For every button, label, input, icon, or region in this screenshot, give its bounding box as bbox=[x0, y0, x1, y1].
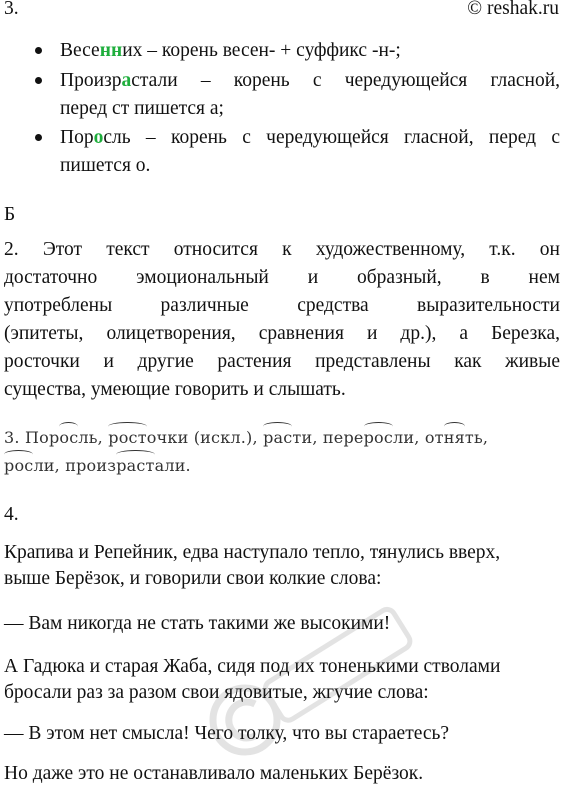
bullet-dot bbox=[35, 134, 42, 141]
bullet-dot bbox=[35, 47, 42, 54]
para4-line: бросали раз за разом свои ядовитые, жгучие слова: bbox=[4, 682, 429, 703]
bullet-2-line2: перед ст пишется а; bbox=[60, 98, 224, 119]
para4-line: Крапива и Репейник, едва наступало тепло, тянулись вверх, bbox=[4, 542, 501, 563]
para4-line: А Гадюка и старая Жаба, сидя под их тоненькими стволами bbox=[4, 656, 501, 677]
handwritten-line-2: росли, произрастали. bbox=[4, 453, 191, 479]
section-4-heading: 4. bbox=[4, 504, 19, 525]
quote-line: — В этом нет смысла! Чего толку, что вы стараетесь? bbox=[4, 723, 450, 744]
para2-line: достаточно эмоциональный и образный, в нем bbox=[4, 267, 560, 288]
para4-line: выше Берёзок, и говорили свои колкие слова: bbox=[4, 568, 382, 589]
section-b-heading: Б bbox=[4, 204, 16, 225]
bullet-2-line: Произрастали – корень с чередующейся гласной, bbox=[60, 70, 560, 91]
bullet-3-line: Поросль – корень с чередующейся гласной, перед с bbox=[60, 127, 560, 148]
para2-line: употреблены различные средства выразительности bbox=[4, 295, 560, 316]
para2-line: существа, умеющие говорить и слышать. bbox=[4, 379, 346, 400]
para2-line: (эпитеты, олицетворения, сравнения и др.), а Березка, bbox=[4, 323, 560, 344]
bullet-3-line2: пишется о. bbox=[60, 155, 151, 176]
para2-line: 2. Этот текст относится к художественному, т.к. он bbox=[4, 239, 560, 260]
para2-line: росточки и другие растения представлены как живые bbox=[4, 351, 560, 372]
handwritten-line-1: 3. Поросль, росточки (искл.), расти, переросли, отнять, bbox=[4, 425, 488, 451]
bullet-dot bbox=[35, 77, 42, 84]
site-credit: © reshak.ru bbox=[467, 0, 559, 19]
quote-line: — Вам никогда не стать такими же высокими! bbox=[4, 613, 391, 634]
para4-line: Но даже это не останавливало маленьких Берёзок. bbox=[4, 763, 424, 784]
bullet-1-line: Весенних – корень весен- + суффикс -н-; bbox=[60, 40, 401, 61]
task-number: 3. bbox=[4, 0, 19, 19]
